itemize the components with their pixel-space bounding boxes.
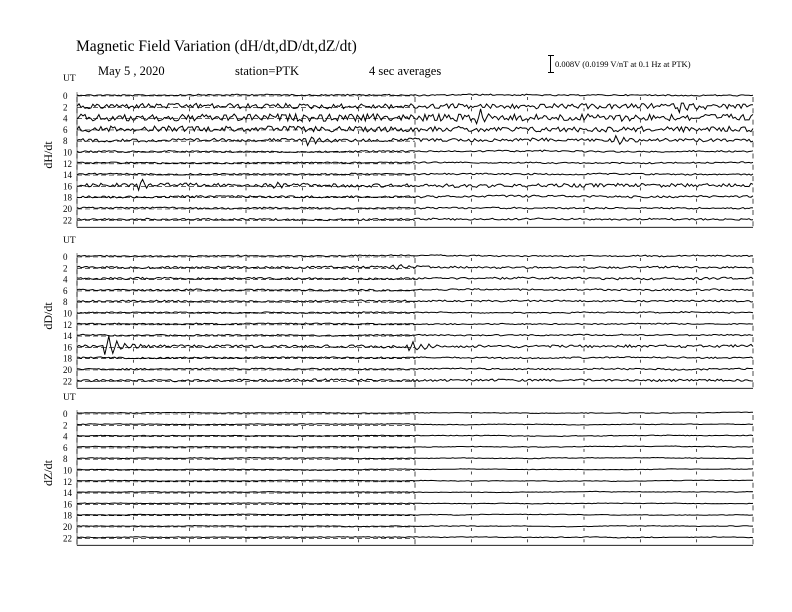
row-label-0: 0 [63,91,68,101]
row-label-22: 22 [63,376,72,387]
trace-dD-dt-2 [77,265,753,270]
date-label: May 5 , 2020 [98,64,165,78]
trace-dD-dt-8 [77,300,753,302]
row-label-18: 18 [63,510,72,521]
row-label-18: 18 [63,353,72,364]
trace-dZ-dt-0 [77,412,753,413]
row-label-6: 6 [63,442,68,453]
row-label-20: 20 [63,522,72,532]
trace-dD-dt-18 [77,357,753,359]
trace-dZ-dt-4 [77,435,753,437]
y-axis-label: dH/dt [41,141,55,169]
row-label-0: 0 [63,409,68,419]
trace-dD-dt-22 [77,379,753,382]
trace-dH-dt-10 [77,150,753,152]
row-label-16: 16 [63,499,72,510]
trace-dZ-dt-14 [77,491,753,492]
row-label-4: 4 [63,274,68,285]
ut-label: UT [63,74,76,84]
trace-dZ-dt-18 [77,514,753,515]
row-label-2: 2 [63,263,68,274]
row-label-6: 6 [63,124,68,135]
trace-dZ-dt-22 [77,537,753,538]
trace-dZ-dt-12 [77,480,753,481]
scale-note: 0.008V (0.0199 V/nT at 0.1 Hz at PTK) [555,59,691,69]
row-label-10: 10 [63,465,72,476]
row-label-20: 20 [63,204,72,214]
ut-label: UT [63,393,76,403]
row-label-12: 12 [63,319,72,330]
trace-dH-dt-12 [77,162,753,164]
trace-dZ-dt-16 [77,503,753,504]
trace-dZ-dt-8 [77,458,753,459]
trace-dZ-dt-10 [77,469,753,471]
trace-dH-dt-20 [77,207,753,209]
trace-dD-dt-12 [77,323,753,325]
row-label-0: 0 [63,252,68,262]
row-label-10: 10 [63,147,72,158]
trace-dH-dt-18 [77,195,753,198]
row-label-20: 20 [63,365,72,375]
trace-dZ-dt-20 [77,526,753,527]
row-label-6: 6 [63,285,68,296]
row-label-2: 2 [63,102,68,113]
trace-dD-dt-10 [77,312,753,314]
ut-label: UT [63,236,76,246]
row-label-16: 16 [63,342,72,353]
row-label-16: 16 [63,181,72,192]
row-label-14: 14 [63,488,72,499]
row-label-12: 12 [63,476,72,487]
row-label-2: 2 [63,420,68,431]
row-label-4: 4 [63,431,68,442]
row-label-8: 8 [63,297,68,308]
row-label-8: 8 [63,454,68,465]
row-label-10: 10 [63,308,72,319]
row-label-18: 18 [63,192,72,203]
trace-dD-dt-4 [77,277,753,280]
y-axis-label: dD/dt [41,302,55,330]
trace-dZ-dt-6 [77,446,753,448]
chart-title: Magnetic Field Variation (dH/dt,dD/dt,dZ/dt) [76,38,357,55]
y-axis-label: dZ/dt [41,460,55,486]
row-label-22: 22 [63,215,72,226]
station-label: station=PTK [235,64,299,78]
row-label-14: 14 [63,331,72,342]
row-label-22: 22 [63,533,72,544]
averaging-label: 4 sec averages [369,64,442,78]
row-label-8: 8 [63,136,68,147]
trace-dD-dt-0 [77,255,753,257]
row-label-14: 14 [63,170,72,181]
row-label-4: 4 [63,113,68,124]
trace-dZ-dt-2 [77,424,753,425]
row-label-12: 12 [63,158,72,169]
